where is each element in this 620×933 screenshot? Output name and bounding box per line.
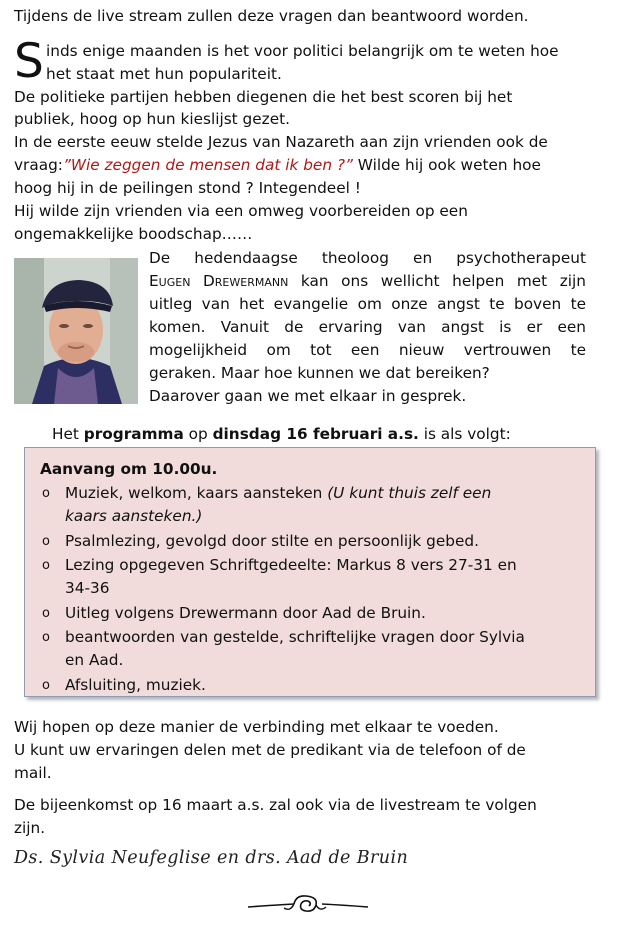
drewermann-name: Eugen Drewermann — [149, 272, 289, 290]
para1-line8: Hij wilde zijn vrienden via een omweg voorbereiden op een — [14, 202, 468, 220]
program-item-3-cont: 34-36 — [65, 579, 110, 597]
bullet-2: o — [42, 534, 50, 549]
drewermann-line5: mogelijkheid om tot een nieuw vertrouwen te — [149, 341, 586, 359]
drewermann-line6: geraken. Maar hoe kunnen we dat bereiken? — [149, 364, 490, 382]
program-item-4: Uitleg volgens Drewermann door Aad de Bruin. — [65, 604, 426, 622]
program-heading-w1: Het — [52, 425, 84, 443]
program-start-time: Aanvang om 10.00u. — [40, 460, 218, 478]
program-item-6: Afsluiting, muziek. — [65, 676, 206, 694]
program-heading — [52, 423, 511, 446]
closing-line3: mail. — [14, 764, 52, 782]
para1-line2: het staat met hun populariteit. — [46, 65, 282, 83]
program-item-5: beantwoorden van gestelde, schriftelijke vragen door Sylvia — [65, 628, 525, 646]
bullet-1: o — [42, 486, 50, 501]
program-item-3: Lezing opgegeven Schriftgedeelte: Markus 8 vers 27-31 en — [65, 556, 517, 574]
portrait-image — [14, 258, 138, 404]
bullet-6: o — [42, 678, 50, 693]
program-box — [24, 447, 596, 697]
program-heading-w5: is als volgt: — [418, 425, 511, 443]
drewermann-line3: uitleg van het evangelie om onze angst te boven te — [149, 295, 586, 313]
drewermann-line2 — [149, 270, 586, 293]
para1-line7: hoog hij in de peilingen stond ? Integendeel ! — [14, 179, 361, 197]
para1-line6 — [14, 154, 541, 177]
program-item-1-text: Muziek, welkom, kaars aansteken — [65, 484, 328, 502]
para1-line4: publiek, hoog op hun kieslijst gezet. — [14, 110, 290, 128]
program-heading-w3: op — [183, 425, 213, 443]
program-item-1-note-cont: kaars aansteken.) — [65, 507, 203, 525]
signature: Ds. Sylvia Neufeglise en drs. Aad de Bruin — [14, 848, 409, 868]
program-item-1 — [65, 481, 491, 505]
drop-cap: S — [14, 34, 44, 89]
jesus-question: ”Wie zeggen de mensen dat ik ben ?” — [62, 156, 353, 174]
program-item-1-cont — [65, 504, 202, 528]
drewermann-line7: Daarover gaan we met elkaar in gesprek. — [149, 387, 467, 405]
closing-line2: U kunt uw ervaringen delen met de predikant via de telefoon of de — [14, 741, 526, 759]
program-item-5-cont: en Aad. — [65, 651, 124, 669]
bullet-5: o — [42, 630, 50, 645]
para1-line9: ongemakkelijke boodschap…… — [14, 225, 253, 243]
bullet-4: o — [42, 606, 50, 621]
para1-line3: De politieke partijen hebben diegenen die het best scoren bij het — [14, 88, 513, 106]
program-item-1-note: (U kunt thuis zelf een — [327, 484, 492, 502]
program-item-2: Psalmlezing, gevolgd door stilte en persoonlijk gebed. — [65, 532, 479, 550]
drewermann-line2-rest: kan ons wellicht helpen met zijn — [288, 272, 586, 290]
closing-line1: Wij hopen op deze manier de verbinding met elkaar te voeden. — [14, 718, 499, 736]
intro-text: Tijdens de live stream zullen deze vragen dan beantwoord worden. — [14, 7, 529, 25]
drewermann-line4: komen. Vanuit de ervaring van angst is er een — [149, 318, 586, 336]
question-prefix: vraag: — [14, 156, 63, 174]
drewermann-line1: De hedendaagse theoloog en psychotherapeut — [149, 249, 586, 267]
program-heading-w2: programma — [83, 425, 184, 443]
closing-line4: De bijeenkomst op 16 maart a.s. zal ook via de livestream te volgen — [14, 796, 537, 814]
para1-line5: In de eerste eeuw stelde Jezus van Nazareth aan zijn vrienden ook de — [14, 133, 548, 151]
program-date: dinsdag 16 februari a.s. — [212, 425, 419, 443]
question-suffix: Wilde hij ook weten hoe — [352, 156, 541, 174]
flourish-ornament-icon — [246, 892, 370, 918]
closing-line5: zijn. — [14, 819, 46, 837]
drewermann-photo — [14, 258, 138, 404]
bullet-3: o — [42, 558, 50, 573]
para1-line1: inds enige maanden is het voor politici belangrijk om te weten hoe — [46, 42, 559, 60]
